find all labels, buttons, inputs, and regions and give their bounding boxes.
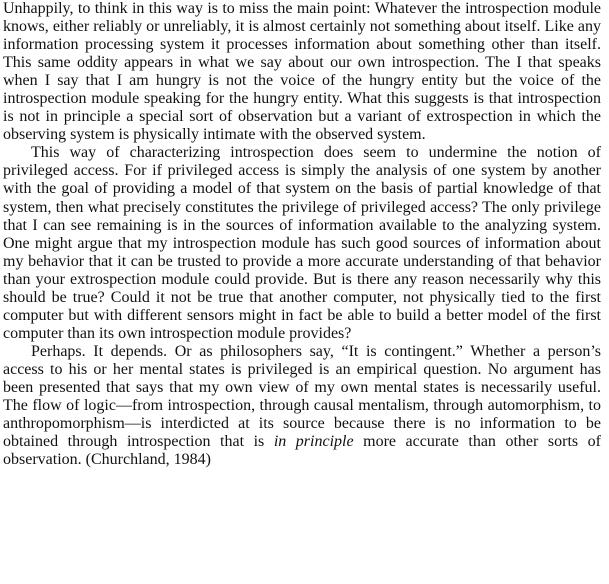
paragraph-1: Unhappily, to think in this way is to miss the main point: Whatever the introspection module knows, either reliably or unreliably, it is almost certainly not something about itself. Like any information processing system it processes information about something other than itself. This same oddity appears in what we say about our own introspection. The I that speaks when I say that I am hungry is not the voice of the hungry entity but the voice of the introspection module speaking for the hungry entity. What this suggests is that introspection is not in principle a special sort of observation but a variant of extrospection in which the observing system is physically intimate with the observed system. (3, 0, 601, 144)
document-page (3, 0, 601, 469)
paragraph-3-emphasis: in principle (273, 433, 354, 451)
paragraph-2: This way of characterizing introspection does seem to undermine the notion of privileged access. For if privileged access is simply the analysis of one system by another with the goal of providing a model of that system on the basis of partial knowledge of that system, then what precisely constitutes the privilege of privileged access? The only privilege that I can see remaining is in the sources of information available to the analyzing system. One might argue that my introspection module has such good sources of information about my behavior that it can be trusted to provide a more accurate understanding of that behavior than your extrospection module could provide. But is there any reason necessarily why this should be true? Could it not be true that another computer, not physically tied to the first computer but with different sensors might in fact be able to build a better model of the first computer than its own introspection module provides? (3, 144, 601, 342)
paragraph-3-text-after: more accurate than other sorts of observation. (Churchland, 1984) (3, 433, 601, 469)
paragraph-3 (3, 343, 601, 469)
paragraph-3-text-before: Perhaps. It depends. Or as philosophers say, “It is contingent.” Whether a person’s access to his or her mental states is privileged is an empirical question. No argument has been presented that says that my own view of my own mental states is necessarily useful. The flow of logic—from introspection, through causal mentalism, through automorphism, to anthropomorphism—is interdicted at its source because there is no information to be obtained through introspection that is (3, 342, 601, 451)
